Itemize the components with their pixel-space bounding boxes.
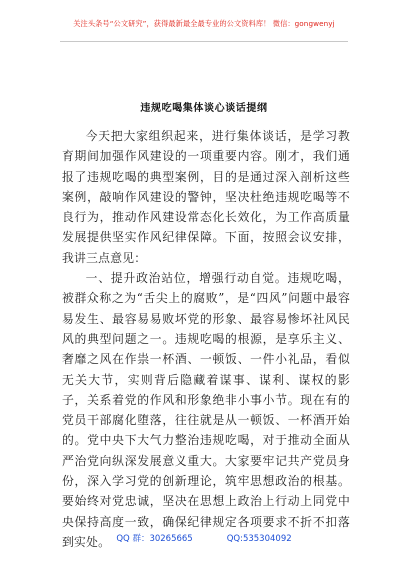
footer-qq-number: QQ:535304092 <box>226 534 292 544</box>
header-divider <box>60 41 348 42</box>
document-title: 违规吃喝集体谈心谈话提纲 <box>140 103 268 114</box>
document-body <box>62 126 350 552</box>
footer-qq-group: QQ 群：30265665 <box>116 534 193 544</box>
footer-contact <box>0 532 408 544</box>
paragraph-intro: 今天把大家组织起来，进行集体谈话，是学习教育期间加强作风建设的一项重要内容。刚才，我们通报了违规吃喝的典型案例，目的是通过深入剖析这些案例，敲响作风建设的警钟，坚决杜绝违规吃喝等不良行为，推动作风建设常态化长效化，为工作高质量发展提供坚实作风纪律保障。下面，按照会议安排，我讲三点意见： <box>62 129 350 265</box>
header-banner: 关注头条号“公文研究”，获得最新最全最专业的公文资料库！ 微信：gongwenyj <box>73 19 335 28</box>
paragraph-section-one: 一、提升政治站位，增强行动自觉。违规吃喝，被群众称之为“舌尖上的腐败”，是“四风”问题中最容易发生、最容易易败坏党的形象、最容易惨坏社风民风的典型问题之一。违规吃喝的根源，是享乐主义、奢靡之风在作祟一杯酒、一顿饭、一件小礼品，看似无关大节，实则背后隐藏着谋事、谋利、谋权的影子，关系着党的作风和形象绝非小事小节。现在有的党员干部腐化堕落，往往就是从一顿饭、一杯酒开始的。党中央下大气力整治违规吃喝，对于推动全面从严治党向纵深发展意义重大。大家要牢记共产党员身份，深入学习党的创新理论，筑牢思想政治的根基。要始终对党忠诚，坚决在思想上政治上行动上同党中央保持高度一致，确保纪律规定各项要求不折不扣落到实处。 <box>62 271 350 549</box>
